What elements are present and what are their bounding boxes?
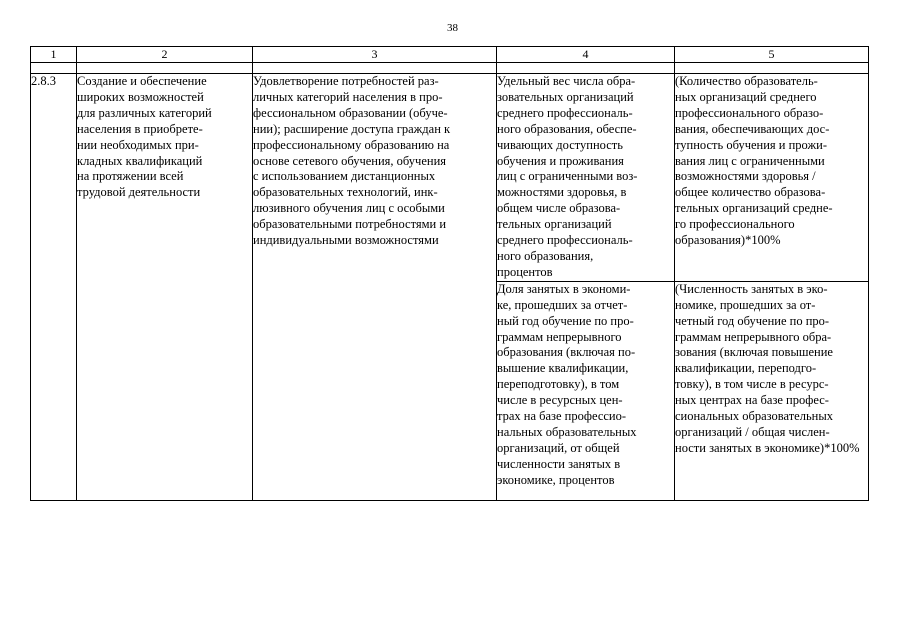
- column-header-3: 3: [253, 47, 497, 63]
- indicators-table: [30, 46, 869, 501]
- row-code: 2.8.3: [31, 74, 77, 501]
- column-header-2: 2: [77, 47, 253, 63]
- indicator-name-cell: Доля занятых в экономи- ке, прошедших за отчет- ный год обучение по про- граммам непрерывного образования (включая по- вышение квалификации, переподготовку), в том числе в ресурсных цен- трах на базе профессио- нальных образовательных организаций, от общей численности занятых в экономике, процентов: [497, 281, 675, 500]
- column-header-5: 5: [675, 47, 869, 63]
- page-number: 38: [447, 22, 458, 34]
- description-cell: Удовлетворение потребностей раз- личных категорий населения в про- фессиональном образовании (обуче- нии); расширение доступа граждан к профессиональному образованию на основе сетевого обучения, обучения с использованием дистанционных образовательных технологий, инк- люзивного обучения лиц с особыми образовательными потребностями и индивидуальными возможностями: [253, 74, 497, 501]
- column-header-1: 1: [31, 47, 77, 63]
- indicator-name-cell: Удельный вес числа обра- зовательных организаций среднего профессиональ- ного образования, обеспе- чивающих доступность обучения и проживания лиц с ограниченными воз- можностями здоровья, в общем числе образова- тельных организаций среднего профессиональ- ного образования, процентов: [497, 74, 675, 282]
- task-cell: Создание и обеспечение широких возможностей для различных категорий населения в приобрете- нии необходимых при- кладных квалификаций на протяжении всей трудовой деятельности: [77, 74, 253, 501]
- column-header-4: 4: [497, 47, 675, 63]
- indicator-formula-cell: (Количество образователь- ных организаций среднего профессионального образо- вания, обеспечивающих дос- тупность обучения и прожи- вания лиц с ограниченными возможностями здоровья / общее количество образова- тельных организаций средне- го профессионального образования)*100%: [675, 74, 869, 282]
- table-row: [31, 74, 869, 282]
- indicator-formula-cell: (Численность занятых в эко- номике, прошедших за от- четный год обучение по про- граммам непрерывного обра- зования (включая повышение квалификации, переподго- товку), в том числе в ресурс- ных центрах на базе профес- сиональных образовательных организаций / общая числен- ности занятых в экономике)*100%: [675, 281, 869, 500]
- table-header-row: [31, 47, 869, 63]
- table-spacer-row: [31, 63, 869, 74]
